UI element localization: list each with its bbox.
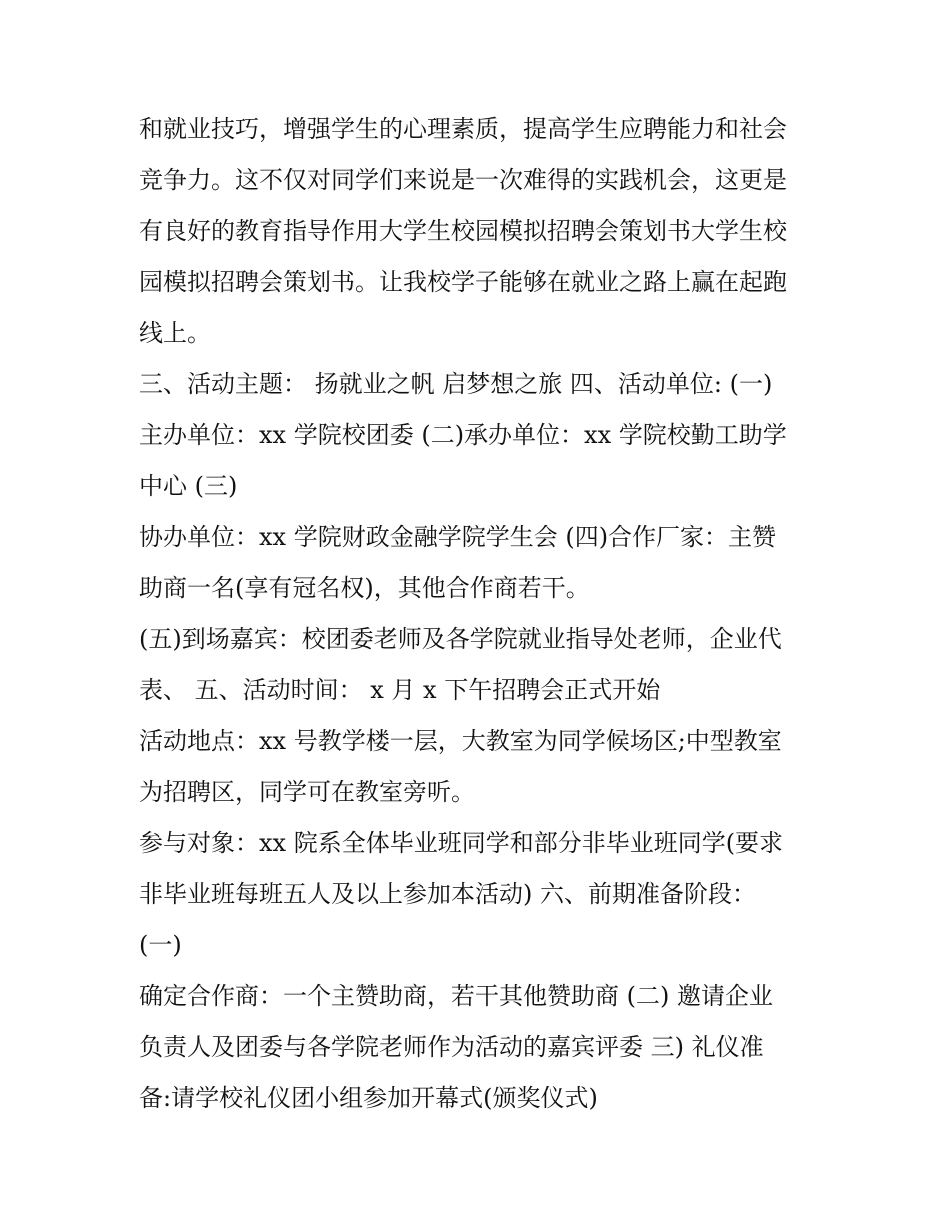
text-line: (一): [139, 931, 182, 959]
text-line: 三、活动主题： 扬就业之帆 启梦想之旅 四、活动单位: (一): [139, 370, 773, 398]
text-line: 负责人及团委与各学院老师作为活动的嘉宾评委 三) 礼仪准: [139, 1033, 764, 1061]
text-line: 活动地点：xx 号教学楼一层，大教室为同学候场区;中型教室: [139, 727, 782, 755]
text-line: 助商一名(享有冠名权)，其他合作商若干。: [139, 574, 590, 602]
text-line: 竞争力。这不仅对同学们来说是一次难得的实践机会，这更是: [139, 166, 787, 194]
text-line: 表、 五、活动时间： x 月 x 下午招聘会正式开始: [139, 676, 661, 704]
text-line: 参与对象：xx 院系全体毕业班同学和部分非毕业班同学(要求: [139, 829, 784, 857]
text-line: 为招聘区，同学可在教室旁听。: [139, 778, 475, 806]
text-line: 非毕业班每班五人及以上参加本活动) 六、前期准备阶段：: [139, 880, 756, 908]
text-line: 园模拟招聘会策划书。让我校学子能够在就业之路上赢在起跑: [139, 268, 787, 296]
body-text: [139, 104, 819, 1124]
text-line: 备:请学校礼仪团小组参加开幕式(颁奖仪式): [139, 1084, 598, 1112]
text-line: 确定合作商：一个主赞助商，若干其他赞助商 (二) 邀请企业: [139, 982, 773, 1010]
text-line: 协办单位：xx 学院财政金融学院学生会 (四)合作厂家：主赞: [139, 523, 777, 551]
text-line: 中心 (三): [139, 472, 238, 500]
text-line: 线上。: [139, 319, 211, 347]
text-line: 和就业技巧，增强学生的心理素质，提高学生应聘能力和社会: [139, 115, 787, 143]
text-line: (五)到场嘉宾：校团委老师及各学院就业指导处老师，企业代: [139, 625, 782, 653]
text-line: 有良好的教育指导作用大学生校园模拟招聘会策划书大学生校: [139, 217, 787, 245]
text-line: 主办单位：xx 学院校团委 (二)承办单位：xx 学院校勤工助学: [139, 421, 787, 449]
